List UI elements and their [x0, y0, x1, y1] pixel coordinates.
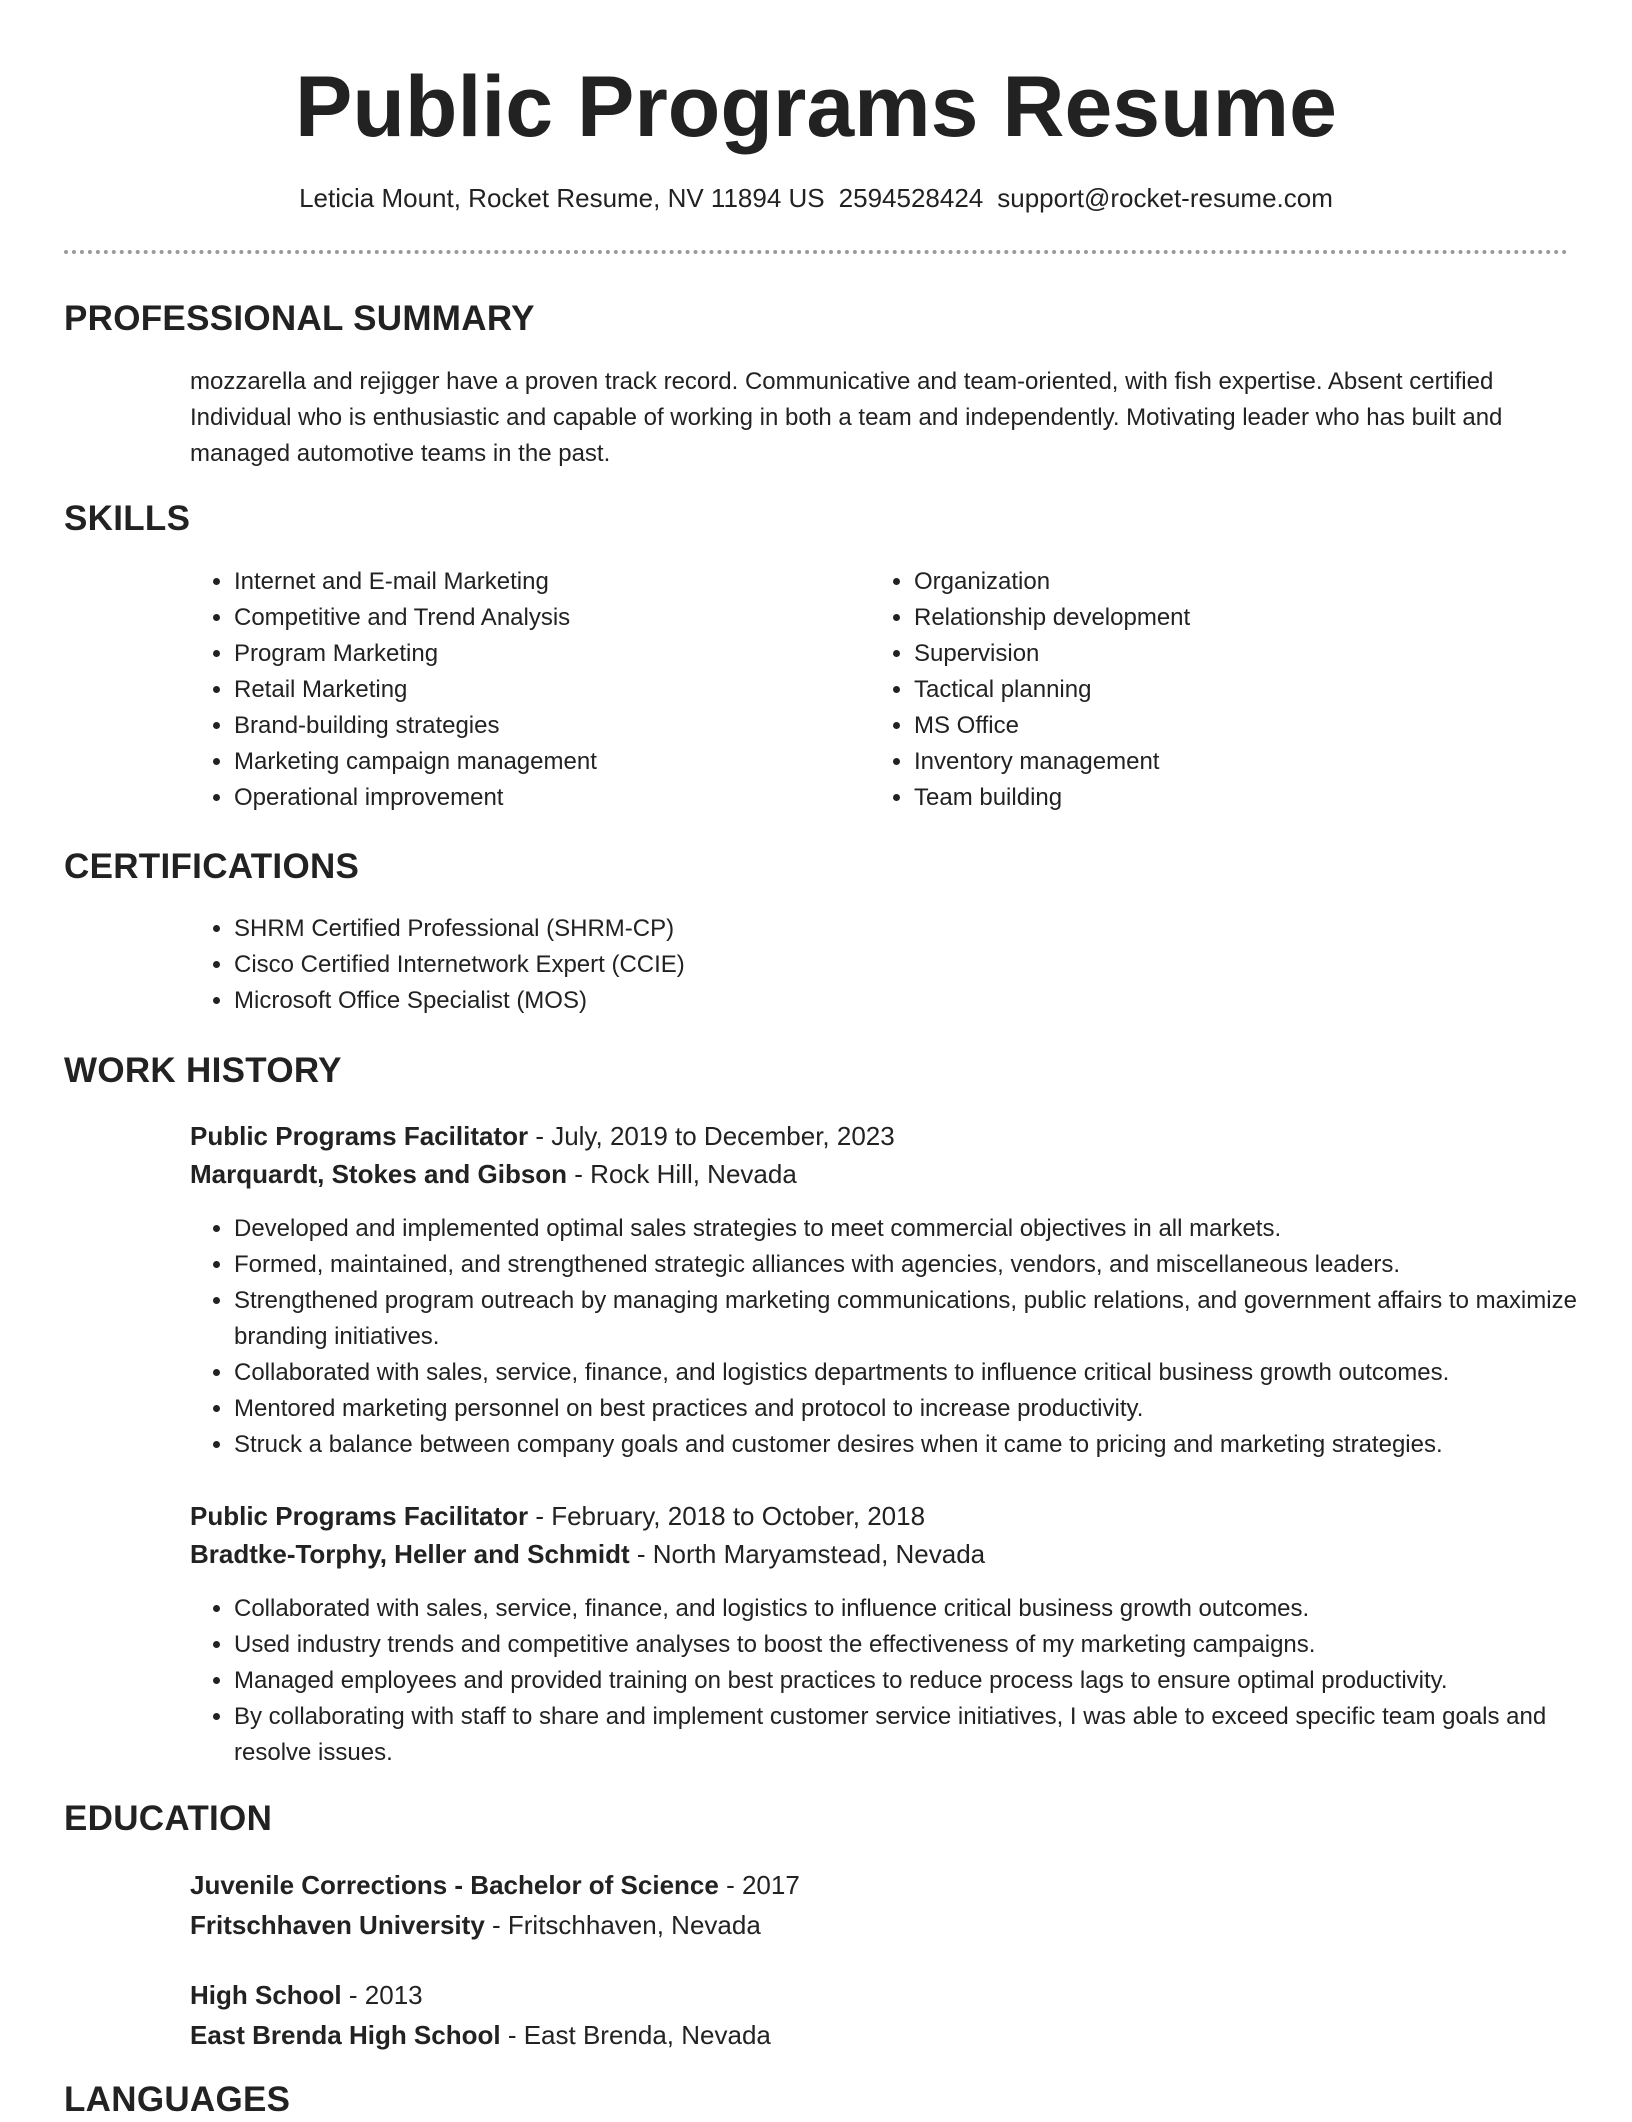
job-title-line — [190, 1497, 1570, 1535]
certification-item: • SHRM Certified Professional (SHRM-CP) — [234, 911, 1534, 947]
skill-item: • Internet and E-mail Marketing — [234, 564, 834, 600]
education-year: - 2013 — [341, 1980, 423, 2010]
work-heading: WORK HISTORY — [64, 1051, 342, 1090]
skills-list-left — [190, 564, 834, 816]
education-degree: Juvenile Corrections - Bachelor of Science — [190, 1870, 719, 1900]
job-bullet: • Collaborated with sales, service, finance, and logistics to influence critical business growth outcomes. — [234, 1591, 1614, 1627]
certification-item: • Cisco Certified Internetwork Expert (CCIE) — [234, 947, 1534, 983]
header-divider — [64, 250, 1568, 254]
skill-item: • Marketing campaign management — [234, 744, 834, 780]
skill-item: • Operational improvement — [234, 780, 834, 816]
job-bullet: • Used industry trends and competitive analyses to boost the effectiveness of my marketing campaigns. — [234, 1627, 1614, 1663]
education-degree-line — [190, 1866, 1570, 1904]
skill-item: • Retail Marketing — [234, 672, 834, 708]
education-location: - East Brenda, Nevada — [500, 2020, 771, 2050]
job-bullets — [190, 1211, 1614, 1463]
education-school-line — [190, 2016, 1570, 2054]
skill-item: • MS Office — [914, 708, 1514, 744]
skills-heading: SKILLS — [64, 499, 191, 538]
resume-title: Public Programs Resume — [295, 59, 1337, 155]
education-location: - Fritschhaven, Nevada — [484, 1910, 761, 1940]
certifications-heading: CERTIFICATIONS — [64, 847, 360, 886]
contact-line — [0, 180, 1632, 216]
job-company: Bradtke-Torphy, Heller and Schmidt — [190, 1539, 630, 1569]
job-bullet: • Managed employees and provided training on best practices to reduce process lags to ensure optimal productivity. — [234, 1663, 1614, 1699]
education-year: - 2017 — [718, 1870, 800, 1900]
skill-item: • Organization — [914, 564, 1514, 600]
job-location: - Rock Hill, Nevada — [567, 1159, 797, 1189]
education-school: Fritschhaven University — [190, 1910, 485, 1940]
job-bullet: • Mentored marketing personnel on best practices and protocol to increase productivity. — [234, 1391, 1614, 1427]
skills-list-right — [870, 564, 1514, 816]
education-heading: EDUCATION — [64, 1799, 273, 1838]
skill-item: • Team building — [914, 780, 1514, 816]
job-dates: - July, 2019 to December, 2023 — [528, 1121, 895, 1151]
certification-item: • Microsoft Office Specialist (MOS) — [234, 983, 1534, 1019]
job-title-line — [190, 1117, 1570, 1155]
job-bullet: • Strengthened program outreach by managing marketing communications, public relations, and government affairs to maximize branding initiatives. — [234, 1283, 1614, 1355]
skill-item: • Inventory management — [914, 744, 1514, 780]
job-bullet: • By collaborating with staff to share and implement customer service initiatives, I was able to exceed specific team goals and resolve issues. — [234, 1699, 1614, 1771]
job-company: Marquardt, Stokes and Gibson — [190, 1159, 568, 1189]
job-location: - North Maryamstead, Nevada — [629, 1539, 986, 1569]
job-title: Public Programs Facilitator — [190, 1501, 529, 1531]
job-title: Public Programs Facilitator — [190, 1121, 529, 1151]
contact-email: support@rocket-resume.com — [997, 183, 1333, 213]
skill-item: • Supervision — [914, 636, 1514, 672]
skill-item: • Brand-building strategies — [234, 708, 834, 744]
education-degree-line — [190, 1976, 1570, 2014]
summary-heading: PROFESSIONAL SUMMARY — [64, 299, 535, 338]
job-dates: - February, 2018 to October, 2018 — [528, 1501, 926, 1531]
education-school: East Brenda High School — [190, 2020, 501, 2050]
job-bullet: • Collaborated with sales, service, finance, and logistics departments to influence critical business growth outcomes. — [234, 1355, 1614, 1391]
skill-item: • Relationship development — [914, 600, 1514, 636]
education-school-line — [190, 1906, 1570, 1944]
education-degree: High School — [190, 1980, 342, 2010]
skill-item: • Program Marketing — [234, 636, 834, 672]
summary-text: mozzarella and rejigger have a proven track record. Communicative and team-oriented, with fish expertise. Absent certified Individual who is enthusiastic and capable of working in both a team and independently. Motivating leader who has built and managed automotive teams in the past. — [190, 368, 1503, 467]
certifications-list — [190, 911, 1534, 1019]
job-company-line — [190, 1155, 1570, 1193]
languages-heading: LANGUAGES — [64, 2080, 291, 2119]
contact-phone: 2594528424 — [838, 183, 984, 213]
job-company-line — [190, 1535, 1570, 1573]
job-bullets — [190, 1591, 1614, 1771]
contact-address: Leticia Mount, Rocket Resume, NV 11894 US — [299, 183, 825, 213]
job-bullet: • Developed and implemented optimal sales strategies to meet commercial objectives in all markets. — [234, 1211, 1614, 1247]
job-bullet: • Formed, maintained, and strengthened strategic alliances with agencies, vendors, and miscellaneous leaders. — [234, 1247, 1614, 1283]
skill-item: • Tactical planning — [914, 672, 1514, 708]
job-bullet: • Struck a balance between company goals and customer desires when it came to pricing and marketing strategies. — [234, 1427, 1614, 1463]
skill-item: • Competitive and Trend Analysis — [234, 600, 834, 636]
